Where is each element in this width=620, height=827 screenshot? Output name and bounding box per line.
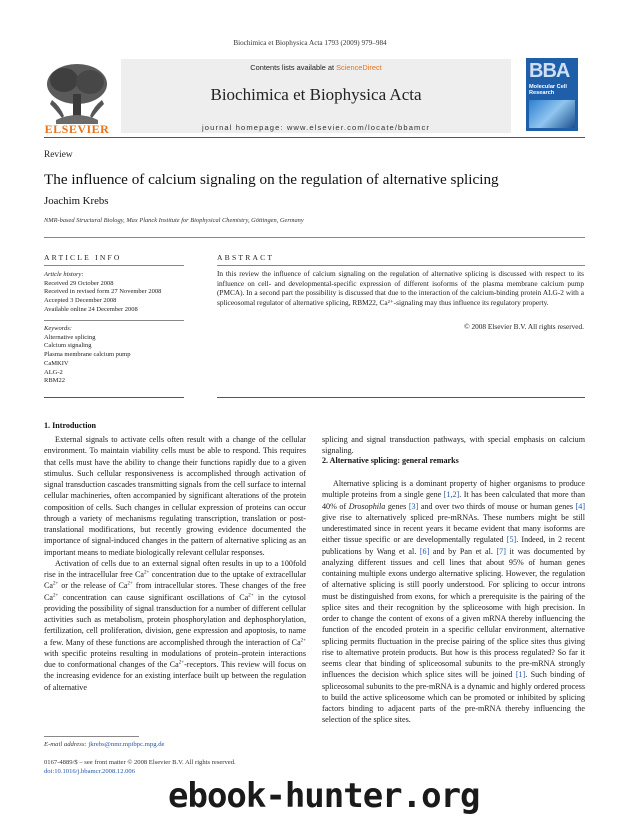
section-title-alternative-splicing: 2. Alternative splicing: general remarks [322,456,459,465]
keyword-item: Plasma membrane calcium pump [44,351,131,359]
journal-name: Biochimica et Biophysica Acta [210,85,422,104]
history-label: Article history: [44,271,84,278]
title-rule [44,237,585,238]
paragraph: External signals to activate cells often result with a change of the cellular environment. To maintain viability cells must be able to respond. This requires that cells must have the ability to change their functions rapidly due to a given stimulus. Such cellular responsiveness is accomplished through activation of signal transduction cascades transmitting signals from the cell surface to internal cellular machineries, often accompanied by significant alterations of the protein composition of cells. Such changes in cellular expression of proteins can occur through a variety of mechanisms regulating transcription, translation or post-translational modifications, but recently growing evidence documented the importance of signal-induced changes in the pattern of alternative splicing as an important means to mediate biologically relevant cellular responses. [44,435,306,557]
history-item: Received in revised form 27 November 2008 [44,288,162,296]
journal-cover-thumbnail [526,58,578,131]
citation-link[interactable]: [1] [515,670,526,680]
contents-prefix: Contents lists available at [250,63,337,72]
header-rule [44,137,585,138]
issn-block [44,758,236,776]
citation-link[interactable]: [1,2] [443,490,460,500]
citation-link[interactable]: [4] [575,501,586,511]
article-info-rule [44,265,184,266]
body-column-left [44,434,306,693]
cover-image [529,100,575,128]
history-item: Accepted 3 December 2008 [44,297,117,305]
keywords-rule [44,320,184,321]
section-title-introduction: 1. Introduction [44,421,97,430]
journal-homepage[interactable]: journal homepage: www.elsevier.com/locate/bbamcr [202,123,430,132]
paragraph: splicing and signal transduction pathways, with special emphasis on calcium signaling. [322,435,585,456]
history-item: Received 29 October 2008 [44,279,114,287]
keywords-label: Keywords: [44,325,72,332]
email-link[interactable]: jkrebs@nmr.mpibpc.mpg.de [88,741,165,748]
keywords-list [44,325,204,386]
abstract-heading: ABSTRACT [217,253,275,262]
keyword-item: Calcium signaling [44,342,92,350]
email-footnote: E-mail address: jkrebs@nmr.mpibpc.mpg.de [44,741,165,748]
author-affiliation: NMR-based Structural Biology, Max Planck Institute for Biophysical Chemistry, Göttingen, Germany [44,217,304,224]
sciencedirect-link[interactable]: ScienceDirect [336,63,382,72]
paragraph: Alternative splicing is a dominant property of higher organisms to produce multiple proteins from a single gene [1,2]. It has been calculated that more than 40% of Drosophila genes [3] and over two thirds of mouse or human genes [4] give rise to alternatively spliced pre-mRNAs. These numbers might be still underestimated since in recent years it became evident that many isoforms are either tissue specific or are developmentally regulated [5]. Indeed, in 2 recent publications by Wang et al. [6] and by Pan et al. [7] it was documented by analyzing different tissues and cell lines that about 95% of human genes containing multiple exons undergo alternative splicing. However, the regulation of alternative splicing is still poorly understood. For splicing to occur introns must be distinguished from exons, for which a prerequisite is the pairing of the splice sites and their recognition by the spliceosome with high precision. In order to change the content of exons of a given mRNA thereby influencing the function of the encoded protein in a specific cellular environment, alternative splicing permits fluctuation in the precise pairing of the splice sites thus giving rise to alternative protein products. But how is this process regulated? So far it seems clear that binding of spliceosomal subunits to the pre-mRNA strongly influences the decision which splice sites will be joined [1]. Such binding of spliceosomal subunits to the pre-mRNA is a dynamic and highly ordered process to build the active spliceosome which can be promoted or inhibited by splicing factors binding to adjacent parts of the pre-mRNA thereby influencing the selection of the splice sites. [322,479,586,725]
citation-link[interactable]: [5] [506,535,517,545]
publisher-logo-text: ELSEVIER [44,122,110,136]
info-bottom-rule [44,397,184,398]
citation-link[interactable]: [7] [496,546,506,556]
copyright-notice: © 2008 Elsevier B.V. All rights reserved. [464,322,584,331]
article-title: The influence of calcium signaling on the regulation of alternative splicing [44,171,499,188]
body-column-right [322,434,585,457]
keyword-item: RBM22 [44,377,65,385]
body-column-right-2 [322,478,585,726]
running-head: Biochimica et Biophysica Acta 1793 (2009) 979–984 [233,39,387,47]
watermark-text: ebook-hunter.org [168,776,480,816]
article-history [44,271,204,315]
keyword-item: Alternative splicing [44,333,96,341]
abstract-rule [217,265,585,266]
issn-line: 0167-4889/$ – see front matter © 2008 Elsevier B.V. All rights reserved. [44,759,236,766]
contents-line [121,63,511,72]
paragraph: Activation of cells due to an external signal often results in up to a 100fold rise in the intracellular free $Ca^{2+}$ concentration due to the uptake of extracellular $Ca^{2+}$ or the release of $Ca^{2+}$ from intracellular stores. These changes of the free $Ca^{2+}$ concentration can cause significant oscillations of $Ca^{2+}$ in the cytosol providing the possibility of signal transduction for a number of different cellular activities such as metabolism, protein phosphorylation and dephosphorylation, fertilization, cell proliferation, division, gene expression and apoptosis, to name a few. Many of these functions are accomplished through the interaction of $Ca^{2+}$ with specific proteins resulting in modulations of protein–protein interactions due to conformational changes of the $Ca^{2+}$-receptors. This review will focus on the increasing evidence for an existing interface built up between the regulation of alternative [44,558,306,692]
abstract-bottom-rule [217,397,585,398]
citation-link[interactable]: [6] [419,546,430,556]
keyword-item: ALG-2 [44,368,63,376]
doi-link[interactable]: doi:10.1016/j.bbamcr.2008.12.006 [44,768,136,775]
cover-title: BBA [529,60,570,82]
citation-link[interactable]: [3] [408,501,419,511]
author-name: Joachim Krebs [44,195,109,207]
article-type: Review [44,150,73,160]
article-info-heading: ARTICLE INFO [44,253,122,262]
history-item: Available online 24 December 2008 [44,305,138,313]
cover-subtitle: Molecular Cell Research [529,84,567,96]
keyword-item: CaMKIV [44,359,69,367]
footnote-rule [44,736,139,737]
abstract-text: In this review the influence of calcium signaling on the regulation of alternative splicing is discussed with respect to its influence on cell- and developmental-specific expression of different isoforms of the plasma membrane calcium pump (PMCA). In a second part the possibility is discussed that due to the interaction of the calcium-binding protein ALG-2 with a spliceosomal regulator of alternative splicing, RBM22, Ca²⁺-signaling may thus influence its regulatory property. [217,269,584,307]
